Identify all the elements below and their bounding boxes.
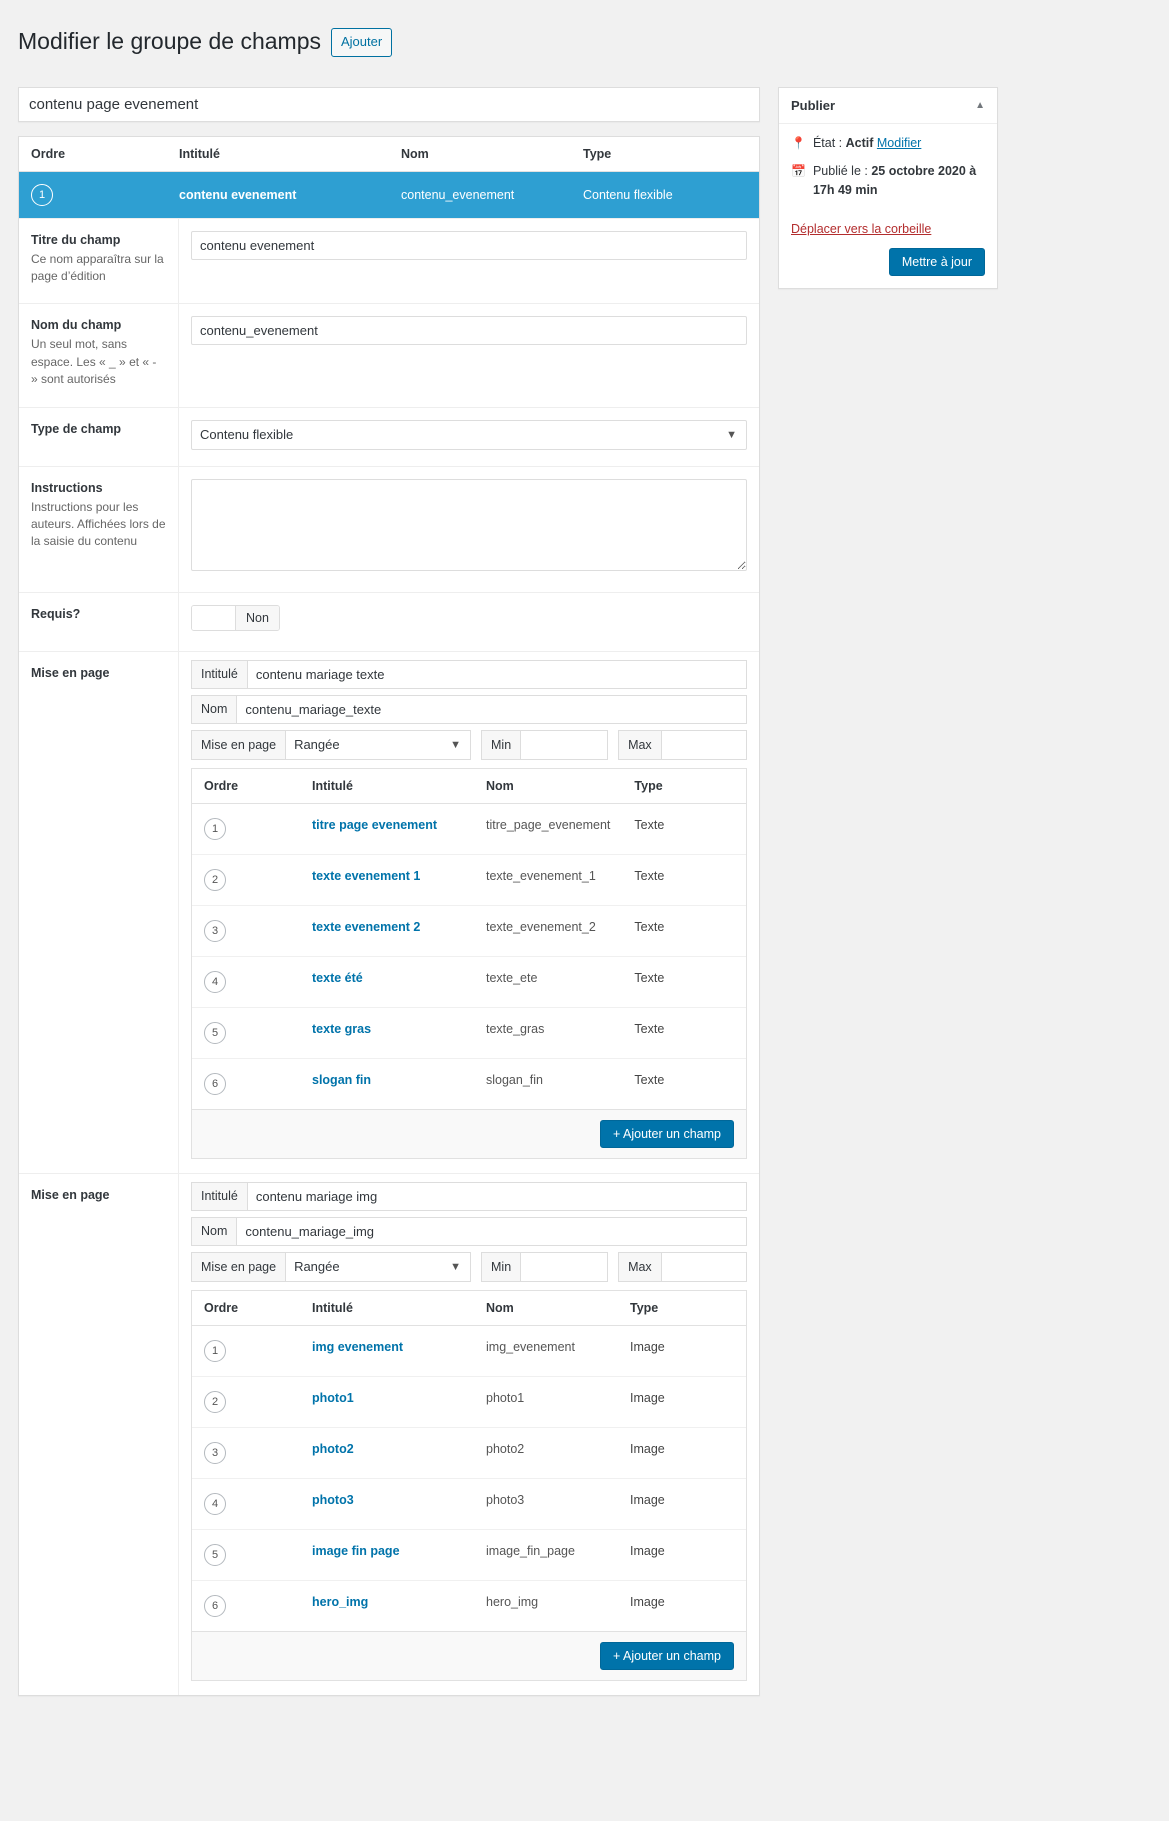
row-name-cell: slogan_fin — [474, 1058, 622, 1109]
layout-settings-block — [179, 1174, 759, 1695]
layout-display-row — [191, 730, 747, 760]
setting-description: Un seul mot, sans espace. Les « _ » et « - » sont autorisés — [31, 337, 157, 387]
table-row[interactable] — [192, 1478, 746, 1529]
move-to-trash-link[interactable]: Déplacer vers la corbeille — [791, 221, 932, 236]
order-badge: 2 — [204, 869, 226, 891]
field-type-select-wrapper[interactable] — [191, 420, 747, 450]
layout-section-label: Mise en page — [31, 665, 110, 680]
layout-display-select[interactable] — [285, 730, 471, 760]
setting-row-field-type — [19, 407, 759, 466]
subfield-header-row — [192, 769, 746, 804]
field-group-title-input[interactable] — [19, 88, 759, 121]
layout-display-select-wrapper[interactable] — [285, 730, 471, 760]
setting-description: Instructions pour les auteurs. Affichées lors de la saisie du contenu — [31, 499, 166, 549]
row-name-cell: texte_evenement_1 — [474, 854, 622, 905]
spacer — [471, 1252, 481, 1282]
setting-description: Ce nom apparaîtra sur la page d’édition — [31, 251, 164, 284]
layout-max-prefix: Max — [618, 730, 661, 760]
row-name-cell: hero_img — [474, 1580, 618, 1631]
field-label-input[interactable] — [191, 231, 747, 260]
setting-label: Titre du champ — [31, 232, 121, 247]
row-type-cell: Contenu flexible — [571, 171, 759, 218]
layout-max-group — [618, 730, 747, 760]
layout-label-input[interactable] — [247, 1182, 747, 1211]
order-badge: 4 — [204, 971, 226, 993]
chevron-up-icon[interactable]: ▲ — [975, 99, 985, 111]
row-name-cell: photo1 — [474, 1376, 618, 1427]
row-label-link[interactable]: texte evenement 1 — [300, 854, 474, 905]
publish-metabox-body — [779, 124, 997, 214]
field-list-table — [19, 137, 759, 218]
toggle-knob[interactable] — [192, 606, 236, 630]
layout-label-prefix: Intitulé — [191, 1182, 247, 1211]
column-header-type: Type — [618, 1291, 746, 1326]
row-type-cell: Image — [618, 1376, 746, 1427]
setting-field-block — [179, 593, 759, 651]
column-header-label: Intitulé — [300, 769, 474, 804]
spacer — [608, 1252, 618, 1282]
layout-name-input[interactable] — [236, 1217, 747, 1246]
row-order-cell — [192, 1007, 300, 1058]
field-name-input[interactable] — [191, 316, 747, 345]
order-badge: 1 — [31, 184, 53, 206]
layout-name-row — [191, 1217, 747, 1246]
order-badge: 1 — [204, 818, 226, 840]
published-line — [791, 162, 985, 200]
setting-field-block — [179, 304, 759, 406]
order-badge: 3 — [204, 920, 226, 942]
setting-label: Requis? — [31, 606, 81, 621]
layout-subfields-table — [192, 769, 746, 1110]
status-text — [813, 134, 921, 153]
table-row[interactable] — [19, 171, 759, 218]
column-header-type: Type — [571, 137, 759, 172]
table-row[interactable] — [192, 956, 746, 1007]
table-row[interactable] — [192, 803, 746, 854]
setting-label-block — [19, 408, 179, 466]
status-edit-link[interactable]: Modifier — [876, 135, 922, 150]
layout-label-block — [19, 1174, 179, 1695]
layout-max-input[interactable] — [661, 1252, 747, 1282]
row-name-cell: img_evenement — [474, 1325, 618, 1376]
order-badge: 6 — [204, 1073, 226, 1095]
layout-display-row — [191, 1252, 747, 1282]
layout-max-group — [618, 1252, 747, 1282]
setting-field-block — [179, 467, 759, 592]
publish-metabox-footer — [779, 214, 997, 248]
setting-row-instructions — [19, 466, 759, 592]
row-label-link[interactable]: texte été — [300, 956, 474, 1007]
update-button[interactable]: Mettre à jour — [889, 248, 985, 276]
spacer — [471, 730, 481, 760]
column-header-type: Type — [622, 769, 746, 804]
layout-subfields-table — [192, 1291, 746, 1632]
row-name-cell: texte_gras — [474, 1007, 622, 1058]
main-column — [18, 87, 760, 1696]
row-label-link[interactable]: photo3 — [300, 1478, 474, 1529]
sidebar-column — [778, 87, 998, 289]
toggle-label: Non — [236, 606, 279, 630]
layout-display-select-wrapper[interactable] — [285, 1252, 471, 1282]
setting-label-block — [19, 304, 179, 406]
published-value: 25 octobre 2020 à 17h 49 min — [812, 164, 977, 198]
setting-label: Nom du champ — [31, 318, 122, 333]
order-badge: 1 — [204, 1340, 226, 1362]
row-type-cell: Texte — [622, 956, 746, 1007]
row-order-cell — [192, 1376, 300, 1427]
layout-name-prefix: Nom — [191, 1217, 236, 1246]
column-header-label: Intitulé — [300, 1291, 474, 1326]
setting-field-block — [179, 219, 759, 304]
layout-display-prefix: Mise en page — [191, 1252, 285, 1282]
calendar-icon: 📅 — [791, 164, 806, 179]
status-label: État : — [812, 135, 843, 150]
field-list-header-row — [19, 137, 759, 172]
layout-row-1 — [19, 651, 759, 1173]
setting-label: Type de champ — [31, 421, 122, 436]
layout-max-input[interactable] — [661, 730, 747, 760]
row-label-link[interactable]: texte evenement 2 — [300, 905, 474, 956]
row-order-cell — [192, 1427, 300, 1478]
setting-field-block — [179, 408, 759, 466]
row-type-cell: Texte — [622, 803, 746, 854]
table-row[interactable] — [192, 1376, 746, 1427]
column-header-label: Intitulé — [167, 137, 389, 172]
setting-row-required — [19, 592, 759, 651]
row-type-cell: Texte — [622, 1058, 746, 1109]
layout-row-2 — [19, 1173, 759, 1695]
table-row[interactable] — [192, 905, 746, 956]
status-line — [791, 134, 985, 153]
pin-icon: 📍 — [791, 135, 806, 150]
layout-label-block — [19, 652, 179, 1173]
column-header-order: Ordre — [192, 1291, 300, 1326]
spacer — [608, 730, 618, 760]
layout-subfields-footer — [192, 1110, 746, 1158]
table-row[interactable] — [192, 1427, 746, 1478]
row-label-link[interactable]: image fin page — [300, 1529, 474, 1580]
add-field-button[interactable]: + Ajouter un champ — [600, 1642, 734, 1670]
add-field-group-button[interactable]: Ajouter — [331, 28, 392, 57]
row-label-link[interactable]: img evenement — [300, 1325, 474, 1376]
status-value: Actif — [845, 135, 874, 150]
layout-display-group — [191, 730, 471, 760]
row-order-cell — [192, 1058, 300, 1109]
column-header-order: Ordre — [192, 769, 300, 804]
table-row[interactable] — [192, 1325, 746, 1376]
row-order-cell — [19, 171, 167, 218]
layout-display-group — [191, 1252, 471, 1282]
add-field-button[interactable]: + Ajouter un champ — [600, 1120, 734, 1148]
layout-subfields-table-wrapper — [191, 768, 747, 1159]
row-type-cell: Texte — [622, 854, 746, 905]
order-badge: 3 — [204, 1442, 226, 1464]
content-columns — [18, 87, 1151, 1696]
publish-metabox-title: Publier — [791, 97, 836, 113]
published-label: Publié le : — [812, 164, 868, 179]
layout-max-prefix: Max — [618, 1252, 661, 1282]
layout-display-prefix: Mise en page — [191, 730, 285, 760]
chevron-down-icon: ▼ — [450, 738, 461, 751]
table-row[interactable] — [192, 1529, 746, 1580]
setting-row-field-name — [19, 303, 759, 406]
field-group-title-box — [18, 87, 760, 122]
column-header-name: Nom — [389, 137, 571, 172]
setting-row-field-label — [19, 218, 759, 304]
table-row[interactable] — [192, 1580, 746, 1631]
row-type-cell: Image — [618, 1529, 746, 1580]
order-badge: 4 — [204, 1493, 226, 1515]
publish-metabox-header[interactable] — [779, 88, 997, 124]
row-label-link[interactable]: contenu evenement — [167, 171, 389, 218]
row-type-cell: Image — [618, 1478, 746, 1529]
subfield-header-row — [192, 1291, 746, 1326]
layout-min-group — [481, 1252, 608, 1282]
required-toggle[interactable] — [191, 605, 280, 631]
publish-actions — [779, 248, 997, 288]
row-name-cell: contenu_evenement — [389, 171, 571, 218]
row-order-cell — [192, 905, 300, 956]
layout-min-input[interactable] — [520, 730, 608, 760]
row-name-cell: photo2 — [474, 1427, 618, 1478]
row-order-cell — [192, 1478, 300, 1529]
table-row[interactable] — [192, 854, 746, 905]
order-badge: 5 — [204, 1022, 226, 1044]
row-order-cell — [192, 1325, 300, 1376]
layout-section-label: Mise en page — [31, 1187, 110, 1202]
column-header-name: Nom — [474, 769, 622, 804]
chevron-down-icon: ▼ — [726, 428, 737, 441]
layout-min-prefix: Min — [481, 730, 520, 760]
layout-label-input[interactable] — [247, 660, 747, 689]
row-name-cell: image_fin_page — [474, 1529, 618, 1580]
order-badge: 2 — [204, 1391, 226, 1413]
page-header — [18, 12, 1151, 73]
published-text — [813, 162, 985, 200]
column-header-name: Nom — [474, 1291, 618, 1326]
layout-name-prefix: Nom — [191, 695, 236, 724]
chevron-down-icon: ▼ — [450, 1260, 461, 1273]
layout-label-row — [191, 1182, 747, 1211]
layout-min-input[interactable] — [520, 1252, 608, 1282]
table-row[interactable] — [192, 1058, 746, 1109]
order-badge: 5 — [204, 1544, 226, 1566]
layout-display-select[interactable] — [285, 1252, 471, 1282]
layout-label-prefix: Intitulé — [191, 660, 247, 689]
setting-label-block — [19, 467, 179, 592]
layout-subfields-footer — [192, 1632, 746, 1680]
table-row[interactable] — [192, 1007, 746, 1058]
layout-settings-block — [179, 652, 759, 1173]
layout-label-row — [191, 660, 747, 689]
layout-min-group — [481, 730, 608, 760]
setting-label-block — [19, 219, 179, 304]
layout-subfields-table-wrapper — [191, 1290, 747, 1681]
row-type-cell: Texte — [622, 905, 746, 956]
setting-label-block — [19, 593, 179, 651]
row-label-link[interactable]: photo1 — [300, 1376, 474, 1427]
layout-min-prefix: Min — [481, 1252, 520, 1282]
row-order-cell — [192, 854, 300, 905]
publish-metabox — [778, 87, 998, 289]
layout-name-row — [191, 695, 747, 724]
layout-name-input[interactable] — [236, 695, 747, 724]
instructions-textarea[interactable] — [191, 479, 747, 571]
row-name-cell: titre_page_evenement — [474, 803, 622, 854]
row-order-cell — [192, 1529, 300, 1580]
setting-label: Instructions — [31, 480, 103, 495]
row-type-cell: Image — [618, 1580, 746, 1631]
row-label-link[interactable]: titre page evenement — [300, 803, 474, 854]
field-type-select[interactable] — [191, 420, 747, 450]
order-badge: 6 — [204, 1595, 226, 1617]
row-name-cell: photo3 — [474, 1478, 618, 1529]
row-label-link[interactable]: texte gras — [300, 1007, 474, 1058]
column-header-order: Ordre — [19, 137, 167, 172]
page-title: Modifier le groupe de champs — [18, 28, 321, 55]
row-order-cell — [192, 956, 300, 1007]
row-type-cell: Texte — [622, 1007, 746, 1058]
row-type-cell: Image — [618, 1325, 746, 1376]
row-label-link[interactable]: slogan fin — [300, 1058, 474, 1109]
row-order-cell — [192, 1580, 300, 1631]
field-group-metabox — [18, 136, 760, 1696]
row-label-link[interactable]: photo2 — [300, 1427, 474, 1478]
row-label-link[interactable]: hero_img — [300, 1580, 474, 1631]
row-name-cell: texte_evenement_2 — [474, 905, 622, 956]
row-name-cell: texte_ete — [474, 956, 622, 1007]
row-order-cell — [192, 803, 300, 854]
row-type-cell: Image — [618, 1427, 746, 1478]
